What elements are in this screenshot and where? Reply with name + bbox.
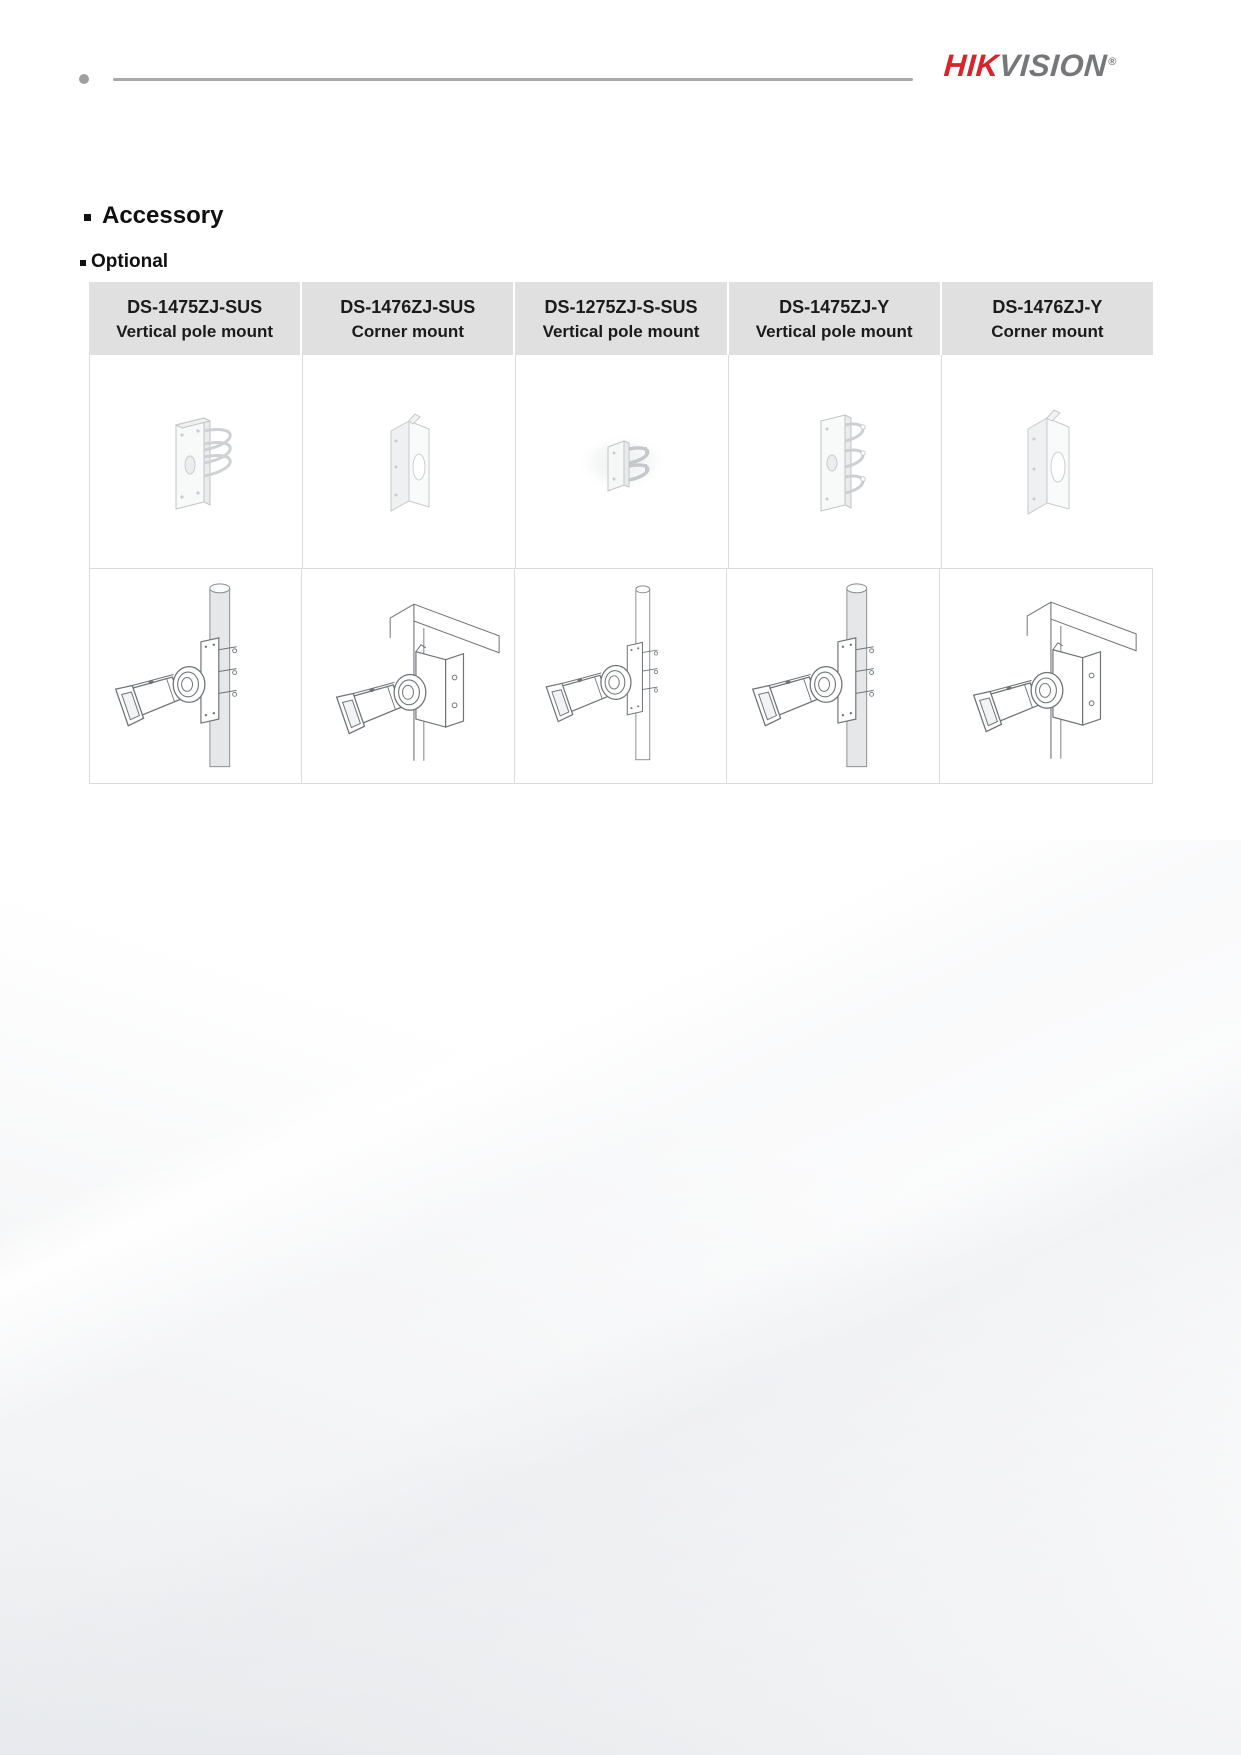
optional-heading: Optional <box>91 251 169 272</box>
installation-drawing-camera-on-corner <box>940 568 1152 783</box>
header-cell: DS-1476ZJ-SUS Corner mount <box>302 282 513 355</box>
header-bullet-dot <box>79 74 89 84</box>
hikvision-logo <box>943 48 1118 84</box>
header-cell: DS-1476ZJ-Y Corner mount <box>942 282 1153 355</box>
product-image-vertical-pole-mount-bracket <box>90 355 303 568</box>
accessory-table <box>89 282 1153 784</box>
product-image-corner-mount-bracket <box>942 355 1154 568</box>
accessory-table-body <box>89 355 1153 784</box>
section-title-accessory <box>84 202 223 230</box>
installation-drawing-camera-on-corner <box>302 568 514 783</box>
accessory-heading: Accessory <box>102 202 224 229</box>
logo-hik: HIK <box>942 48 1001 83</box>
registered-mark: ® <box>1107 55 1118 68</box>
installation-drawing-camera-on-pole <box>727 568 939 783</box>
installation-image-row <box>90 568 1152 783</box>
product-image-pole-clamp-bracket <box>516 355 729 568</box>
header-cell: DS-1275ZJ-S-SUS Vertical pole mount <box>515 282 726 355</box>
square-bullet-icon <box>84 214 91 221</box>
header-rule <box>113 78 913 81</box>
installation-drawing-camera-on-pole <box>515 568 727 783</box>
footer-gradient-art <box>0 840 1241 1755</box>
installation-drawing-camera-on-pole <box>90 568 302 783</box>
product-image-row <box>90 355 1152 568</box>
logo-vision: VISION <box>997 48 1109 83</box>
product-image-vertical-pole-mount-bracket <box>729 355 942 568</box>
header-cell: DS-1475ZJ-Y Vertical pole mount <box>729 282 940 355</box>
product-image-corner-mount-bracket <box>303 355 516 568</box>
accessory-table-header <box>89 282 1153 355</box>
subsection-title-optional <box>80 251 168 273</box>
square-bullet-icon <box>80 260 86 266</box>
header-cell: DS-1475ZJ-SUS Vertical pole mount <box>89 282 300 355</box>
